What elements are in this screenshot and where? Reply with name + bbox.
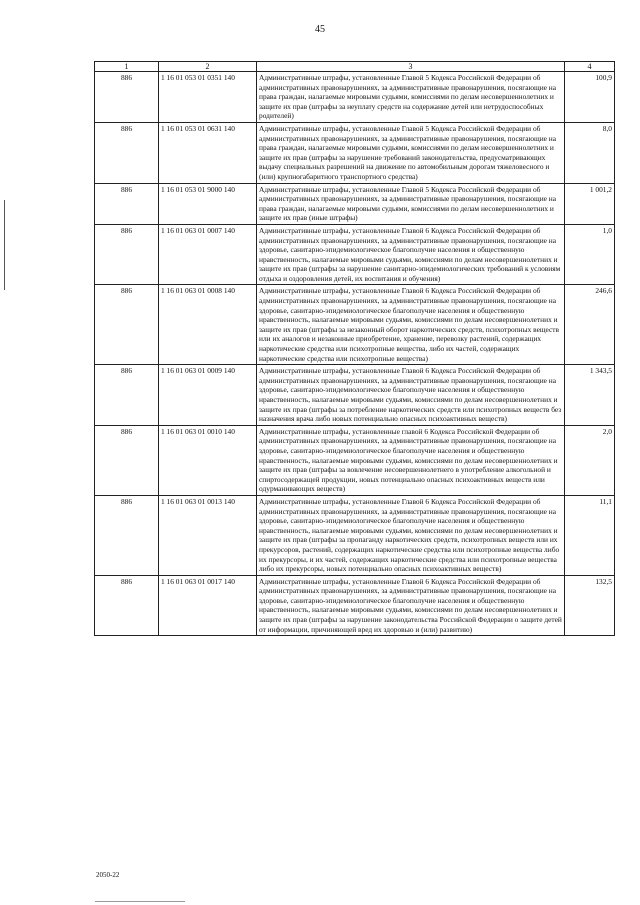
administrator-code: 886: [95, 285, 159, 365]
amount: 8,0: [565, 122, 615, 183]
administrator-code: 886: [95, 495, 159, 575]
revenue-name: Административные штрафы, установленные Главой 6 Кодекса Российской Федерации об административных правонарушениях, за административные правонарушения, посягающие на здоровье, санитарно-эпидемиологическое благополучие населения и общественную нравственность, налагаемые мировыми судьями, комиссиями по делам несовершеннолетних и защите их прав (штрафы за пропаганду наркотических средств, психотропных веществ или их прекурсоров, растений, содержащих наркотические средства или психотропные вещества либо их прекурсоры, и их частей, содержащих наркотические средства или психотропные вещества либо их прекурсоры, новых потенциально опасных психоактивных веществ): [257, 495, 565, 575]
administrator-code: 886: [95, 365, 159, 426]
page-number: 45: [315, 24, 325, 35]
revenue-name: Административные штрафы, установленные Главой 6 Кодекса Российской Федерации об административных правонарушениях, за административные правонарушения, посягающие на здоровье, санитарно-эпидемиологическое благополучие населения и общественную нравственность, налагаемые мировыми судьями, комиссиями по делам несовершеннолетних и защите их прав (штрафы за незаконный оборот наркотических средств, психотропных веществ или их аналогов и незаконные приобретение, хранение, перевозку растений, содержащих наркотические средства или психотропные вещества, либо их частей, содержащих наркотические средства или психотропные вещества): [257, 285, 565, 365]
amount: 11,1: [565, 495, 615, 575]
table-row: [95, 72, 615, 123]
revenue-code: 1 16 01 063 01 0017 140: [159, 575, 257, 636]
revenue-code: 1 16 01 063 01 0009 140: [159, 365, 257, 426]
revenue-name: Административные штрафы, установленные Главой 5 Кодекса Российской Федерации об административных правонарушениях, за административные правонарушения, посягающие на права граждан, налагаемые мировыми судьями, комиссиями по делам несовершеннолетних и защите их прав (штрафы за нарушение требований законодательства, предусматривающих выдачу специальных разрешений на движение по автомобильным дорогам тяжеловесного и (или) крупногабаритного транспортного средства): [257, 122, 565, 183]
scan-edge-mark: [95, 901, 185, 902]
table-row: [95, 183, 615, 224]
scan-edge-mark: [4, 200, 5, 290]
revenue-name: Административные штрафы, установленные главой 6 Кодекса Российской Федерации об административных правонарушениях, за административные правонарушения, посягающие на здоровье, санитарно-эпидемиологическое благополучие населения и общественную нравственность, налагаемые мировыми судьями, комиссиями по делам несовершеннолетних и защите их прав (штрафы за вовлечение несовершеннолетнего в употребление алкогольной и спиртосодержащей продукции, новых потенциально опасных психоактивных веществ или одурманивающих веществ): [257, 425, 565, 495]
administrator-code: 886: [95, 72, 159, 123]
administrator-code: 886: [95, 183, 159, 224]
amount: 1,0: [565, 224, 615, 285]
revenue-code: 1 16 01 063 01 0013 140: [159, 495, 257, 575]
amount: 100,9: [565, 72, 615, 123]
amount: 1 343,5: [565, 365, 615, 426]
revenue-name: Административные штрафы, установленные Главой 6 Кодекса Российской Федерации об административных правонарушениях, за административные правонарушения, посягающие на здоровье, санитарно-эпидемиологическое благополучие населения и общественную нравственность, налагаемые мировыми судьями, комиссиями по делам несовершеннолетних и защите их прав (штрафы за потребление наркотических средств или психотропных веществ без назначения врача либо новых потенциально опасных психоактивных веществ): [257, 365, 565, 426]
table-row: [95, 365, 615, 426]
table-row: [95, 575, 615, 636]
administrator-code: 886: [95, 122, 159, 183]
column-header-1: 1: [95, 62, 159, 72]
revenue-name: Административные штрафы, установленные Главой 5 Кодекса Российской Федерации об административных правонарушениях, за административные правонарушения, посягающие на права граждан, налагаемые мировыми судьями, комиссиями по делам несовершеннолетних и защите их прав (штрафы за неуплату средств на содержание детей или нетрудоспособных родителей): [257, 72, 565, 123]
table-row: [95, 425, 615, 495]
budget-table: [94, 61, 615, 636]
amount: 1 001,2: [565, 183, 615, 224]
amount: 132,5: [565, 575, 615, 636]
administrator-code: 886: [95, 575, 159, 636]
footer-document-code: 2050-22: [96, 871, 120, 879]
revenue-code: 1 16 01 063 01 0008 140: [159, 285, 257, 365]
column-number-row: [95, 62, 615, 72]
column-header-3: 3: [257, 62, 565, 72]
revenue-code: 1 16 01 063 01 0007 140: [159, 224, 257, 285]
revenue-code: 1 16 01 053 01 0351 140: [159, 72, 257, 123]
amount: 2,0: [565, 425, 615, 495]
revenue-code: 1 16 01 063 01 0010 140: [159, 425, 257, 495]
revenue-code: 1 16 01 053 01 9000 140: [159, 183, 257, 224]
revenue-name: Административные штрафы, установленные Главой 6 Кодекса Российской Федерации об административных правонарушениях, за административные правонарушения, посягающие на здоровье, санитарно-эпидемиологическое благополучие населения и общественную нравственность, налагаемые мировыми судьями, комиссиями по делам несовершеннолетних и защите их прав (штрафы за нарушение законодательства Российской Федерации о защите детей от информации, причиняющей вред их здоровью и (или) развитию): [257, 575, 565, 636]
column-header-2: 2: [159, 62, 257, 72]
revenue-name: Административные штрафы, установленные Главой 6 Кодекса Российской Федерации об административных правонарушениях, за административные правонарушения, посягающие на здоровье, санитарно-эпидемиологическое благополучие населения и общественную нравственность, налагаемые мировыми судьями, комиссиями по делам несовершеннолетних и защите их прав (штрафы за нарушение санитарно-эпидемиологических требований к условиям отдыха и оздоровления детей, их воспитания и обучения): [257, 224, 565, 285]
column-header-4: 4: [565, 62, 615, 72]
administrator-code: 886: [95, 224, 159, 285]
amount: 246,6: [565, 285, 615, 365]
table-row: [95, 495, 615, 575]
revenue-name: Административные штрафы, установленные Главой 5 Кодекса Российской Федерации об административных правонарушениях, за административные правонарушения, посягающие на права граждан, налагаемые мировыми судьями, комиссиями по делам несовершеннолетних и защите их прав (иные штрафы): [257, 183, 565, 224]
table-row: [95, 285, 615, 365]
table-row: [95, 122, 615, 183]
table-row: [95, 224, 615, 285]
revenue-code: 1 16 01 053 01 0631 140: [159, 122, 257, 183]
administrator-code: 886: [95, 425, 159, 495]
